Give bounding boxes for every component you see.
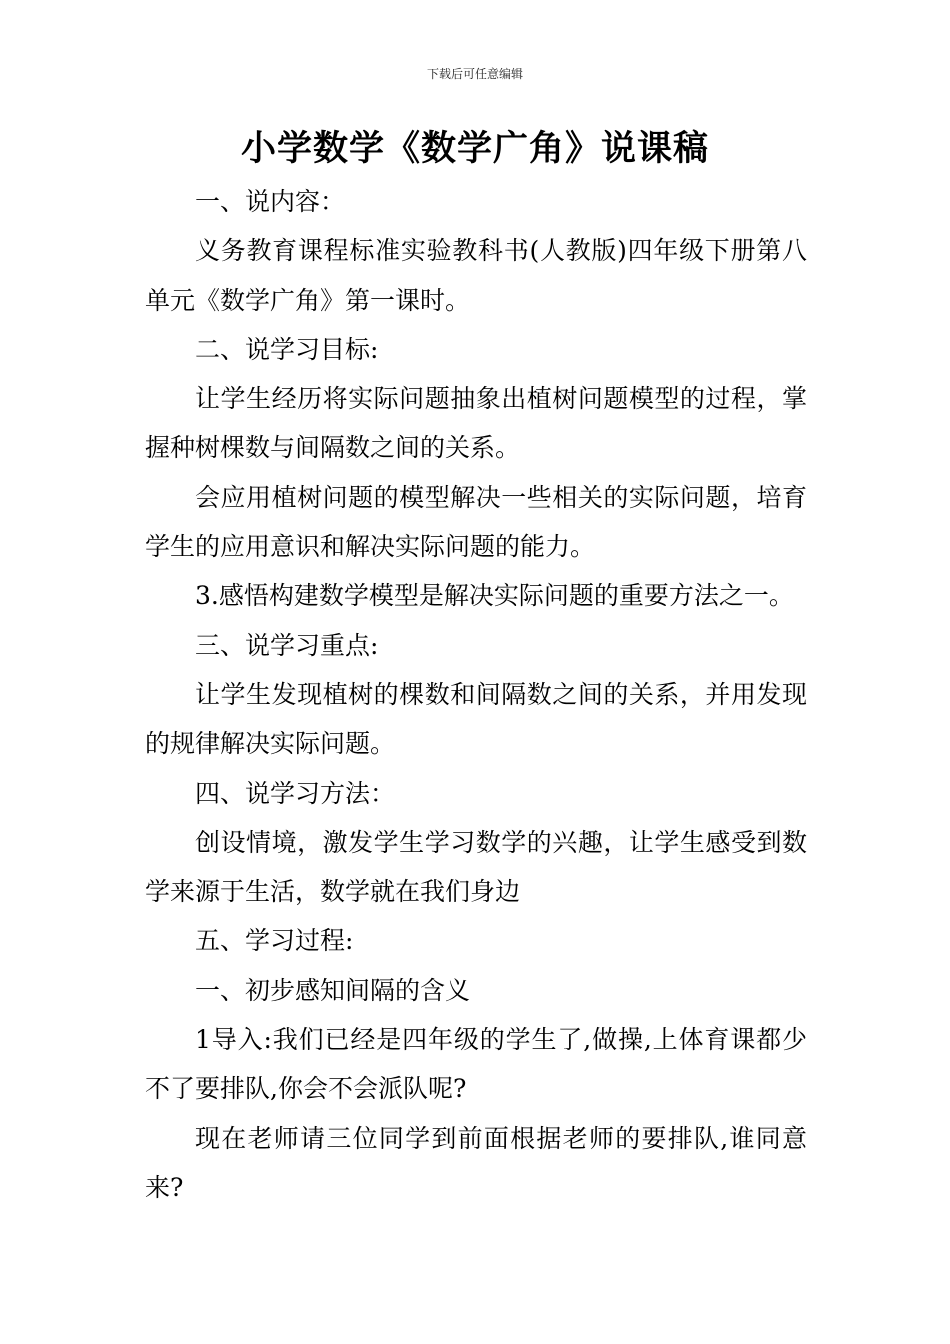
paragraph-intro: 1导入:我们已经是四年级的学生了,做操,上体育课都少不了要排队,你会不会派队呢? [145,1025,807,1104]
document-title: 小学数学《数学广角》说课稿 [240,129,709,169]
paragraph-goal-3: 3.感悟构建数学模型是解决实际问题的重要方法之一。 [195,581,794,611]
paragraph-invite: 现在老师请三位同学到前面根据老师的要排队,谁同意来? [145,1123,807,1202]
subheading-interval-meaning: 一、初步感知间隔的含义 [195,975,471,1005]
section-heading-content: 一、说内容： [195,187,346,216]
section-heading-process: 五、学习过程: [195,926,354,956]
paragraph-key-point: 让学生发现植树的棵数和间隔数之间的关系，并用发现的规律解决实际问题。 [145,679,807,759]
section-heading-goals: 二、说学习目标: [195,334,379,364]
section-heading-methods: 四、说学习方法： [195,778,396,808]
paragraph-textbook: 义务教育课程标准实验教科书(人教版)四年级下册第八单元《数学广角》第一课时。 [145,236,807,315]
paragraph-goal-2: 会应用植树问题的模型解决一些相关的实际问题，培育学生的应用意识和解决实际问题的能力。 [145,482,807,562]
document-body [145,177,807,1212]
section-heading-key-points: 三、说学习重点: [195,630,379,660]
paragraph-method: 创设情境，激发学生学习数学的兴趣，让学生感受到数学来源于生活，数学就在我们身边 [145,827,807,907]
paragraph-goal-1: 让学生经历将实际问题抽象出植树问题模型的过程，掌握种树棵数与间隔数之间的关系。 [145,384,807,463]
header-note: 下载后可任意编辑 [426,67,523,81]
